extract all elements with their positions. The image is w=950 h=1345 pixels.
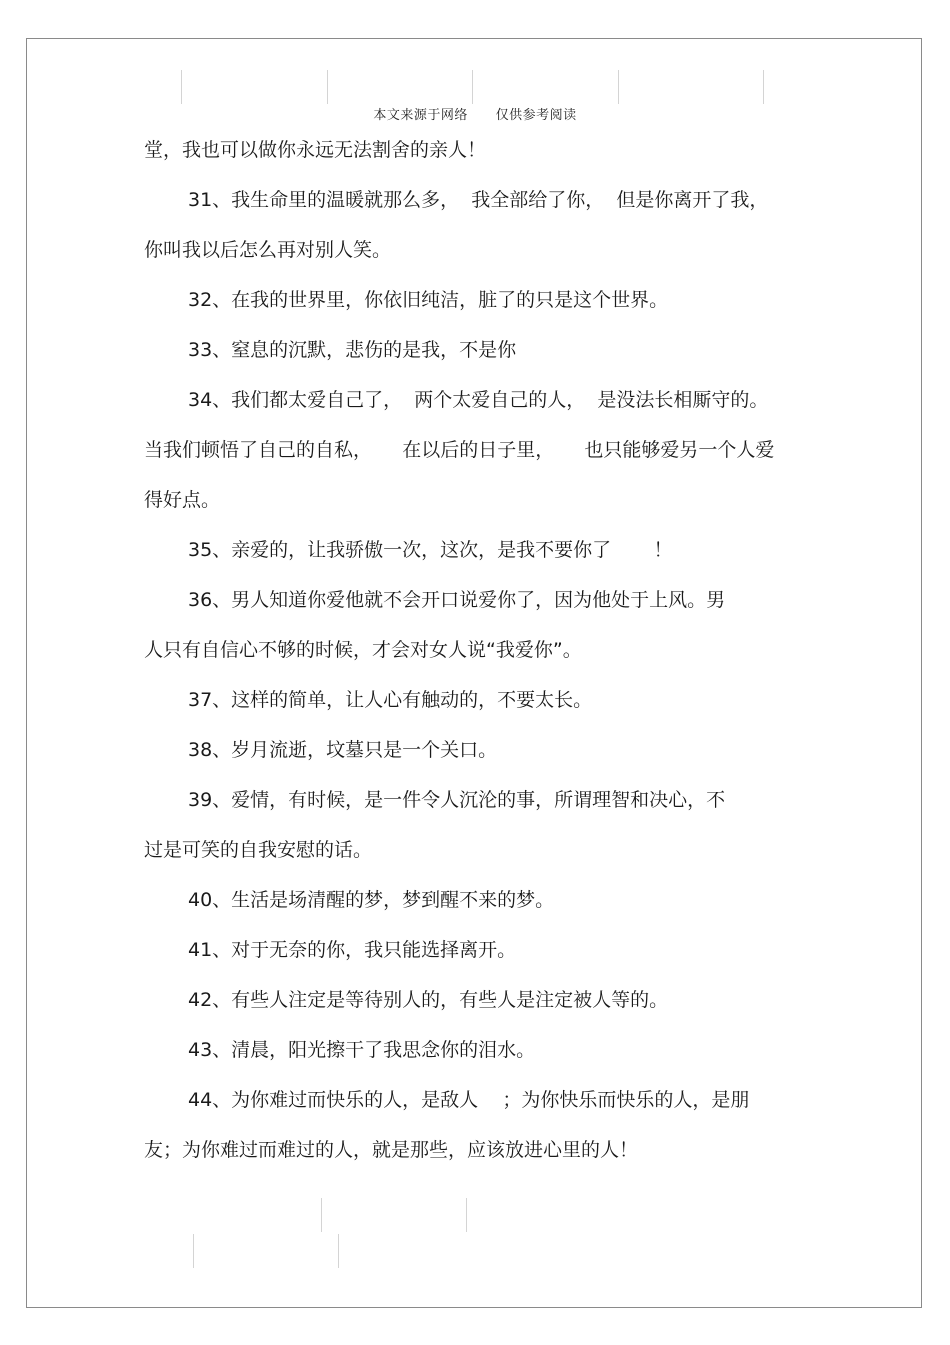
bottom-tick-3 — [193, 1234, 194, 1268]
top-tick-2 — [327, 70, 328, 104]
text-line: 34、我们都太爱自己了， 两个太爱自己的人， 是没法长相厮守的。 — [188, 389, 769, 411]
text-line: 44、为你难过而快乐的人，是敌人 ；为你快乐而快乐的人，是朋 — [188, 1089, 750, 1111]
text-line: 40、生活是场清醒的梦，梦到醒不来的梦。 — [188, 889, 555, 911]
text-line: 41、对于无奈的你，我只能选择离开。 — [188, 939, 517, 961]
top-tick-4 — [618, 70, 619, 104]
text-line: 堂，我也可以做你永远无法割舍的亲人！ — [144, 139, 487, 161]
bottom-tick-4 — [338, 1234, 339, 1268]
text-line: 人只有自信心不够的时候，才会对女人说“我爱你”。 — [144, 639, 582, 661]
text-line: 39、爱情，有时候，是一件令人沉沦的事，所谓理智和决心，不 — [188, 789, 726, 811]
text-line: 36、男人知道你爱他就不会开口说爱你了，因为他处于上风。男 — [188, 589, 726, 611]
text-line: 友；为你难过而难过的人，就是那些，应该放进心里的人！ — [144, 1139, 639, 1161]
text-line: 32、在我的世界里，你依旧纯洁，脏了的只是这个世界。 — [188, 289, 669, 311]
text-line: 43、清晨，阳光擦干了我思念你的泪水。 — [188, 1039, 536, 1061]
bottom-tick-2 — [466, 1198, 467, 1232]
text-line: 37、这样的简单，让人心有触动的，不要太长。 — [188, 689, 593, 711]
text-line: 得好点。 — [144, 489, 221, 511]
page-frame — [26, 38, 922, 1308]
text-line: 38、岁月流逝，坟墓只是一个关口。 — [188, 739, 498, 761]
text-line: 35、亲爱的，让我骄傲一次，这次，是我不要你了 ！ — [188, 539, 673, 561]
text-line: 42、有些人注定是等待别人的，有些人是注定被人等的。 — [188, 989, 669, 1011]
text-line: 31、我生命里的温暖就那么多， 我全部给了你， 但是你离开了我， — [188, 189, 769, 211]
top-tick-5 — [763, 70, 764, 104]
text-line: 过是可笑的自我安慰的话。 — [144, 839, 373, 861]
text-line: 33、窒息的沉默，悲伤的是我，不是你 — [188, 339, 517, 361]
bottom-tick-1 — [321, 1198, 322, 1232]
top-tick-3 — [472, 70, 473, 104]
text-line: 当我们顿悟了自己的自私， 在以后的日子里， 也只能够爱另一个人爱 — [144, 439, 775, 461]
text-line: 你叫我以后怎么再对别人笑。 — [144, 239, 392, 261]
header-note: 本文来源于网络 仅供参考阅读 — [373, 108, 577, 123]
top-tick-1 — [181, 70, 182, 104]
